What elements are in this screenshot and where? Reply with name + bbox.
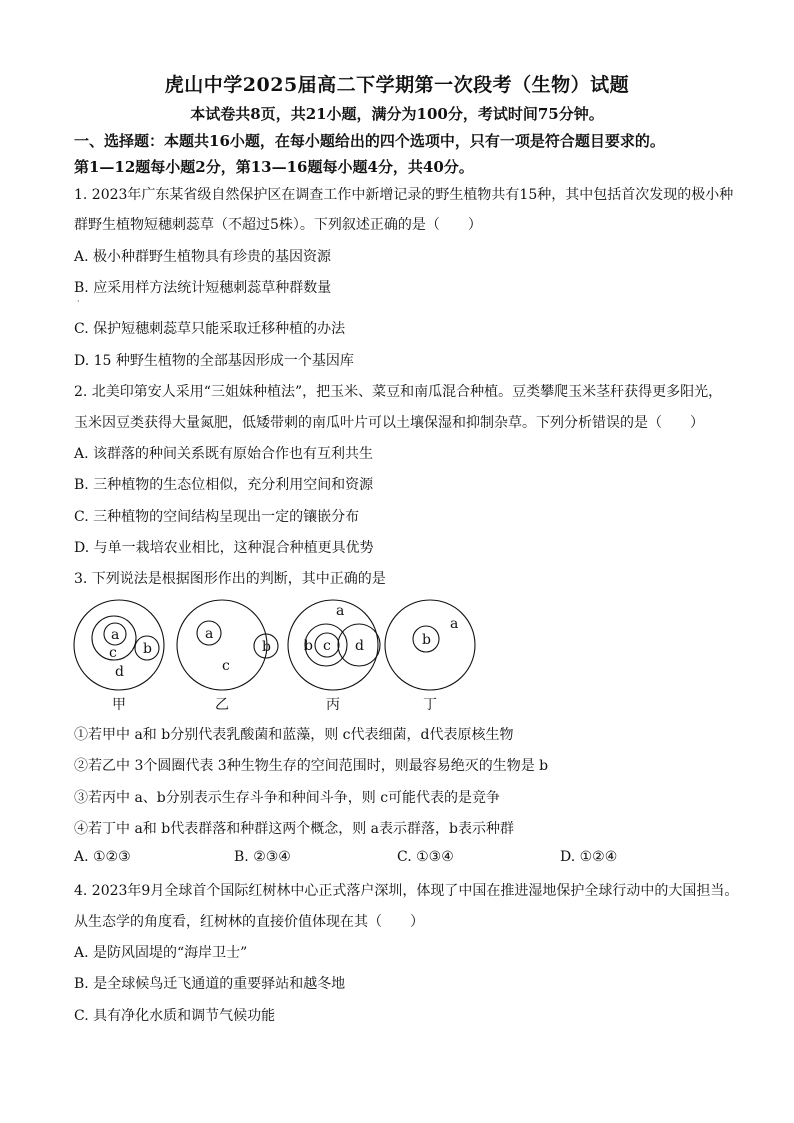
bing-label-b: b <box>304 638 313 654</box>
q4-stem-line2: 从生态学的角度看，红树林的直接价值体现在其（ ） <box>74 914 424 930</box>
q3-statement-4: ④若丁中 a和 b代表群落和种群这两个概念，则 a表示群落，b表示种群 <box>74 821 514 837</box>
q3-option-d: D. ①②④ <box>560 849 618 865</box>
q4-option-c: C. 具有净化水质和调节气候功能 <box>74 1008 276 1024</box>
bing-caption: 丙 <box>326 697 340 713</box>
ding-label-b: b <box>422 632 431 648</box>
q2-option-a: A. 该群落的种间关系既有原始合作也有互利共生 <box>74 446 374 462</box>
ding-caption: 丁 <box>423 697 437 713</box>
section-heading: 一、选择题：本题共16小题，在每小题给出的四个选项中，只有一项是符合题目要求的。 <box>74 132 665 150</box>
q3-stem: 3. 下列说法是根据图形作出的判断，其中正确的是 <box>74 571 386 587</box>
ding-label-a: a <box>450 616 459 632</box>
q4-stem-line1: 4. 2023年9月全球首个国际红树林中心正式落户深圳，体现了中国在推进湿地保护全球行动中的大国担当。 <box>74 883 739 899</box>
yi-label-a: a <box>205 626 214 642</box>
yi-label-b: b <box>262 639 271 655</box>
jia-label-d: d <box>115 664 124 680</box>
q2-stem-line2: 玉米因豆类获得大量氮肥，低矮带刺的南瓜叶片可以土壤保湿和抑制杂草。下列分析错误的是（ ） <box>74 415 704 431</box>
q1-option-c: C. 保护短穗刺蕊草只能采取迁移种植的办法 <box>74 321 346 337</box>
jia-caption: 甲 <box>112 697 126 713</box>
bing-label-a: a <box>336 603 345 619</box>
section-scoring: 第1—12题每小题2分，第13—16题每小题4分，共40分。 <box>74 158 474 176</box>
q1-stem-line1: 1. 2023年广东某省级自然保护区在调查工作中新增记录的野生植物共有15种，其中包括首次发现的极小种 <box>74 187 734 203</box>
stray-dot: · <box>77 297 80 306</box>
exam-info: 本试卷共8页，共21小题，满分为100分，考试时间75分钟。 <box>190 105 604 123</box>
q3-option-a: A. ①②③ <box>74 849 131 865</box>
q1-option-b: B. 应采用样方法统计短穗刺蕊草种群数量 <box>74 280 332 296</box>
bing-label-c: c <box>323 638 331 654</box>
jia-label-a: a <box>111 627 120 643</box>
q2-option-d: D. 与单一栽培农业相比，这种混合种植更具优势 <box>74 540 374 556</box>
q2-option-c: C. 三种植物的空间结构呈现出一定的镶嵌分布 <box>74 509 360 525</box>
yi-caption: 乙 <box>215 697 229 713</box>
q2-option-b: B. 三种植物的生态位相似，充分利用空间和资源 <box>74 477 374 493</box>
q3-statement-3: ③若丙中 a、b分别表示生存斗争和种间斗争，则 c可能代表的是竞争 <box>74 790 501 806</box>
q3-statement-1: ①若甲中 a和 b分别代表乳酸菌和蓝藻，则 c代表细菌，d代表原核生物 <box>74 727 514 743</box>
q1-option-a: A. 极小种群野生植物具有珍贵的基因资源 <box>74 249 332 265</box>
q3-venn-figure <box>60 596 500 716</box>
q3-option-c: C. ①③④ <box>397 849 454 865</box>
q2-stem-line1: 2. 北美印第安人采用“三姐妹种植法”，把玉米、菜豆和南瓜混合种植。豆类攀爬玉米茎秆获得更多阳光， <box>74 384 723 400</box>
q3-statement-2: ②若乙中 3个圆圈代表 3种生物生存的空间范围时，则最容易绝灭的生物是 b <box>74 758 549 774</box>
bing-outer-circle <box>288 600 378 690</box>
q1-option-d: D. 15 种野生植物的全部基因形成一个基因库 <box>74 353 354 369</box>
q1-stem-line2: 群野生植物短穗刺蕊草（不超过5株）。下列叙述正确的是（ ） <box>74 217 482 233</box>
jia-label-b: b <box>143 641 152 657</box>
bing-label-d: d <box>355 638 364 654</box>
yi-label-c: c <box>222 658 230 674</box>
page-title: 虎山中学2025届高二下学期第一次段考（生物）试题 <box>164 74 630 96</box>
q4-option-a: A. 是防风固堤的“海岸卫士” <box>74 945 248 961</box>
jia-label-c: c <box>109 645 117 661</box>
q3-option-b: B. ②③④ <box>234 849 291 865</box>
q4-option-b: B. 是全球候鸟迁飞通道的重要驿站和越冬地 <box>74 976 346 992</box>
